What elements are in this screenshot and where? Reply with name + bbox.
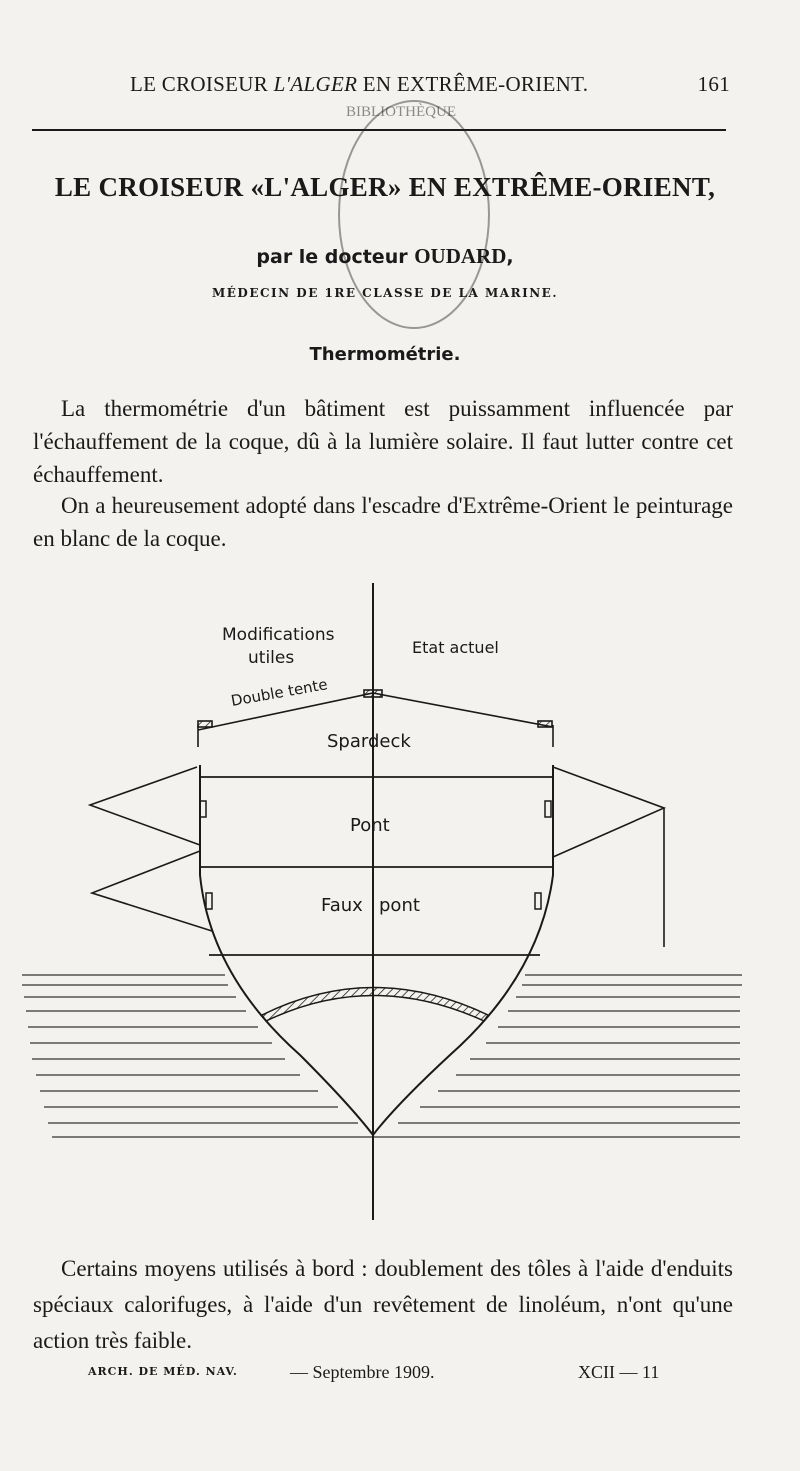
footer-date: — Septembre 1909. — [290, 1362, 435, 1382]
armoured-deck — [262, 988, 488, 1022]
label-spardeck: Spardeck — [327, 731, 411, 752]
paragraph-3: Certains moyens utilisés à bord : doublement des tôles à l'aide d'enduits spéciaux calorifuges, à l'aide d'un revêtement de linoléum, n'ont qu'une action très faible. — [33, 1256, 733, 1353]
footer-volume: XCII — 11 — [578, 1362, 660, 1382]
water-lines — [22, 975, 742, 1137]
awnings — [90, 767, 664, 947]
label-etat-actuel: Etat actuel — [412, 638, 499, 657]
footer-journal: ARCH. DE MÉD. NAV. — [88, 1365, 238, 1378]
label-double-tente: Double tente — [229, 675, 329, 710]
page-number: 161 — [697, 72, 730, 96]
running-title: LE CROISEUR L'ALGER EN EXTRÊME-ORIENT. — [130, 72, 589, 96]
byline: par le docteur OUDARD, — [256, 244, 514, 268]
stamp-text: BIBLIOTHÈQUE — [346, 104, 456, 120]
author-name: OUDARD — [414, 244, 507, 268]
label-utiles: utiles — [248, 648, 295, 668]
section-title: Thermométrie. — [309, 344, 461, 365]
hull-cross-section-diagram — [0, 575, 800, 1235]
label-pont: Pont — [350, 815, 390, 836]
paragraph-2: On a heureusement adopté dans l'escadre d'Extrême-Orient le peinturage en blanc de la coque. — [33, 493, 733, 551]
label-modifications: Modifications — [222, 625, 335, 645]
author-role: MÉDECIN DE 1RE CLASSE DE LA MARINE. — [212, 286, 558, 300]
article-title: LE CROISEUR «L'ALGER» EN EXTRÊME-ORIENT, — [54, 172, 716, 202]
deck-lines — [200, 777, 553, 955]
label-pont-lower: pont — [379, 895, 420, 916]
label-faux: Faux — [321, 895, 363, 916]
paragraph-1: La thermométrie d'un bâtiment est puissamment influencée par l'échauffement de la coque, dû à la lumière solaire. Il faut lutter contre cet échauffement. — [33, 396, 733, 487]
